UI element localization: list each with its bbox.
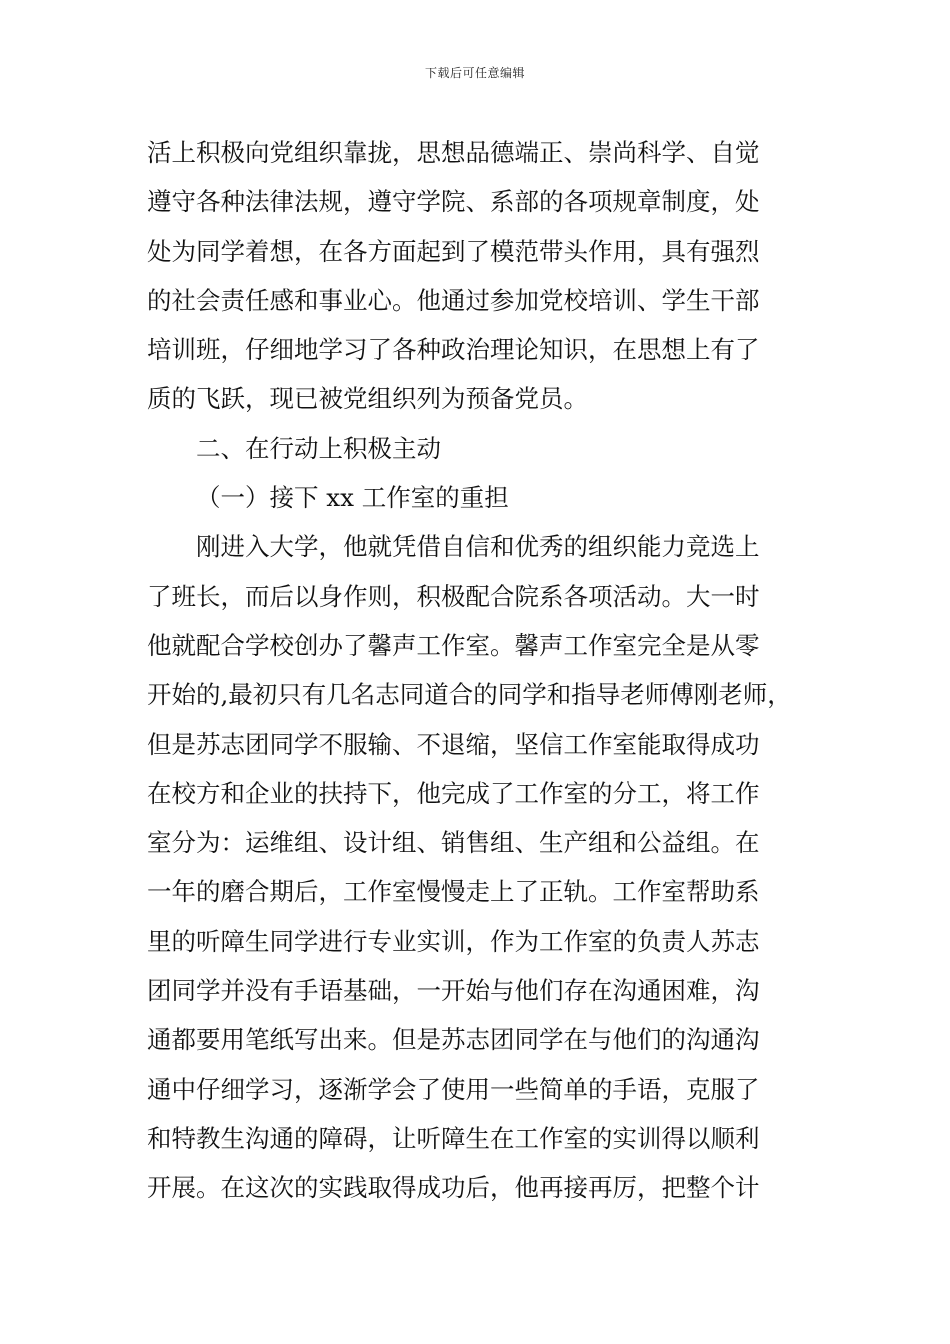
subsection-heading: （一）接下 xx 工作室的重担	[196, 483, 509, 513]
body-line: 处为同学着想，在各方面起到了模范带头作用，具有强烈	[147, 236, 760, 266]
body-line: 培训班，仔细地学习了各种政治理论知识，在思想上有了	[147, 335, 760, 365]
body-line: 开展。在这次的实践取得成功后，他再接再厉，把整个计	[147, 1173, 760, 1203]
body-line: 质的飞跃，现已被党组织列为预备党员。	[147, 384, 588, 414]
body-line: 了班长，而后以身作则，积极配合院系各项活动。大一时	[147, 581, 760, 611]
body-line: 但是苏志团同学不服输、不退缩，坚信工作室能取得成功	[147, 729, 760, 759]
body-line: 刚进入大学，他就凭借自信和优秀的组织能力竞选上	[196, 532, 760, 562]
body-line: 室分为：运维组、设计组、销售组、生产组和公益组。在	[147, 828, 760, 858]
body-line: 和特教生沟通的障碍，让听障生在工作室的实训得以顺利	[147, 1123, 760, 1153]
page-header: 下载后可任意编辑	[424, 66, 525, 80]
section-heading: 二、在行动上积极主动	[196, 433, 441, 463]
document-body	[147, 128, 807, 1213]
body-line: 通都要用笔纸写出来。但是苏志团同学在与他们的沟通沟	[147, 1025, 760, 1055]
body-line: 遵守各种法律法规，遵守学院、系部的各项规章制度，处	[147, 187, 760, 217]
body-line: 在校方和企业的扶持下，他完成了工作室的分工，将工作	[147, 778, 760, 808]
body-line: 通中仔细学习，逐渐学会了使用一些简单的手语，克服了	[147, 1074, 760, 1104]
body-line: 活上积极向党组织靠拢，思想品德端正、崇尚科学、自觉	[147, 138, 760, 167]
body-line: 一年的磨合期后，工作室慢慢走上了正轨。工作室帮助系	[147, 877, 760, 907]
body-line: 开始的,最初只有几名志同道合的同学和指导老师傅刚老师，	[147, 680, 792, 710]
body-line: 的社会责任感和事业心。他通过参加党校培训、学生干部	[147, 285, 760, 315]
body-line: 里的听障生同学进行专业实训，作为工作室的负责人苏志	[147, 926, 760, 956]
body-line: 他就配合学校创办了馨声工作室。馨声工作室完全是从零	[147, 630, 760, 660]
body-line: 团同学并没有手语基础，一开始与他们存在沟通困难，沟	[147, 976, 760, 1006]
